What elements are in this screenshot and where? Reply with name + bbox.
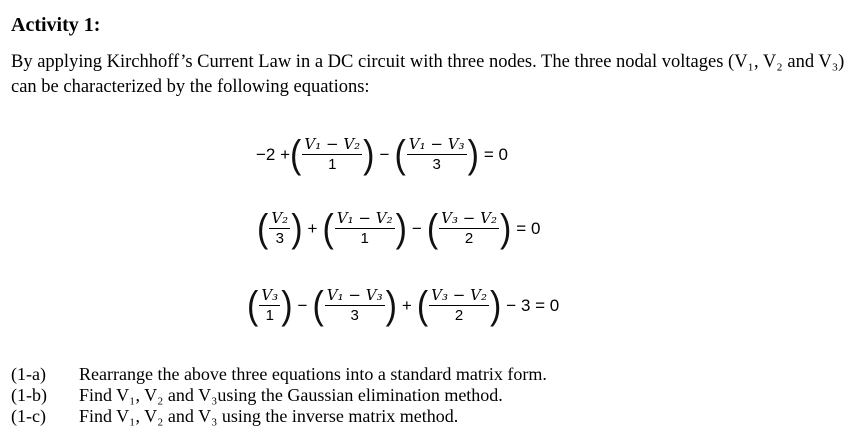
eq2-term1-num: V₁ − V₂ (336, 209, 393, 227)
task-label: (1-a) (11, 364, 46, 384)
eq2-rhs: = 0 (516, 219, 541, 238)
eq2-term1: ( $\frac{\text{V₁ − V₂}}{1}$ ) (322, 207, 407, 251)
eq2-term2-den: 2 (464, 230, 474, 247)
equation-1 (256, 133, 513, 177)
eq3-term1: ( $\frac{\text{V₁ − V₃}}{3}$ ) (312, 284, 397, 328)
task-item (11, 385, 547, 406)
eq2-term0-num: V₂ (271, 209, 289, 227)
eq3-term2-den: 2 (454, 307, 464, 324)
eq2-term2-num: V₃ − V₂ (441, 209, 497, 227)
eq1-term2-den: 3 (432, 156, 441, 173)
eq2-term0: ( $\frac{\text{V₂}}{3}$ ) (257, 207, 303, 251)
eq3-term0-den: 1 (265, 307, 274, 324)
task-text: Find V₁, V₂ and V₃ using the inverse matrix method. (79, 406, 459, 426)
eq2-term1-den: 1 (360, 230, 369, 247)
activity-title: Activity 1: (11, 14, 101, 36)
eq1-term2-num: V₁ − V₃ (408, 135, 465, 153)
eq2-term0-den: 3 (275, 230, 284, 247)
eq1-term1-num: V₁ − V₂ (304, 135, 361, 153)
eq3-op1: + (401, 296, 412, 315)
task-item (11, 364, 547, 385)
eq2-term2: ( $\frac{\text{V₃ − V₂}}{2}$ ) (426, 207, 512, 251)
eq3-rhs: − 3 = 0 (506, 296, 560, 315)
eq1-op1: − (379, 145, 390, 164)
task-label: (1-c) (11, 406, 46, 426)
eq1-term2: ( $\frac{\text{V₁ − V₃}}{3}$ ) (394, 133, 479, 177)
task-list (11, 364, 547, 427)
eq1-rhs: = 0 (483, 145, 508, 164)
eq3-term1-den: 3 (350, 307, 359, 324)
eq3-term2-num: V₃ − V₂ (431, 286, 487, 304)
task-text: Find V₁, V₂ and V₃using the Gaussian elimination method. (79, 385, 503, 405)
task-text: Rearrange the above three equations into a standard matrix form. (79, 364, 547, 384)
eq2-op0: + (307, 219, 318, 238)
equation-2 (257, 207, 545, 251)
eq1-lead: −2 + (256, 145, 291, 164)
eq2-op1: − (411, 219, 422, 238)
eq3-term0: ( $\frac{\text{V₃}}{1}$ ) (247, 284, 293, 328)
eq3-term0-num: V₃ (261, 286, 279, 304)
eq3-op0: − (297, 296, 308, 315)
eq3-term2: ( $\frac{\text{V₃ − V₂}}{2}$ ) (416, 284, 502, 328)
eq3-term1-num: V₁ − V₃ (326, 286, 383, 304)
equation-3 (247, 284, 564, 328)
task-label: (1-b) (11, 385, 47, 405)
task-item (11, 406, 547, 427)
intro-paragraph: By applying Kirchhoff’s Current Law in a DC circuit with three nodes. The three nodal voltages (V₁, V₂ and V₃) can be characterized by the following equations: (11, 52, 845, 97)
eq1-term1-den: 1 (328, 156, 337, 173)
eq1-term1: ( $\frac{\text{V₁ − V₂}}{1}$ ) (290, 133, 375, 177)
